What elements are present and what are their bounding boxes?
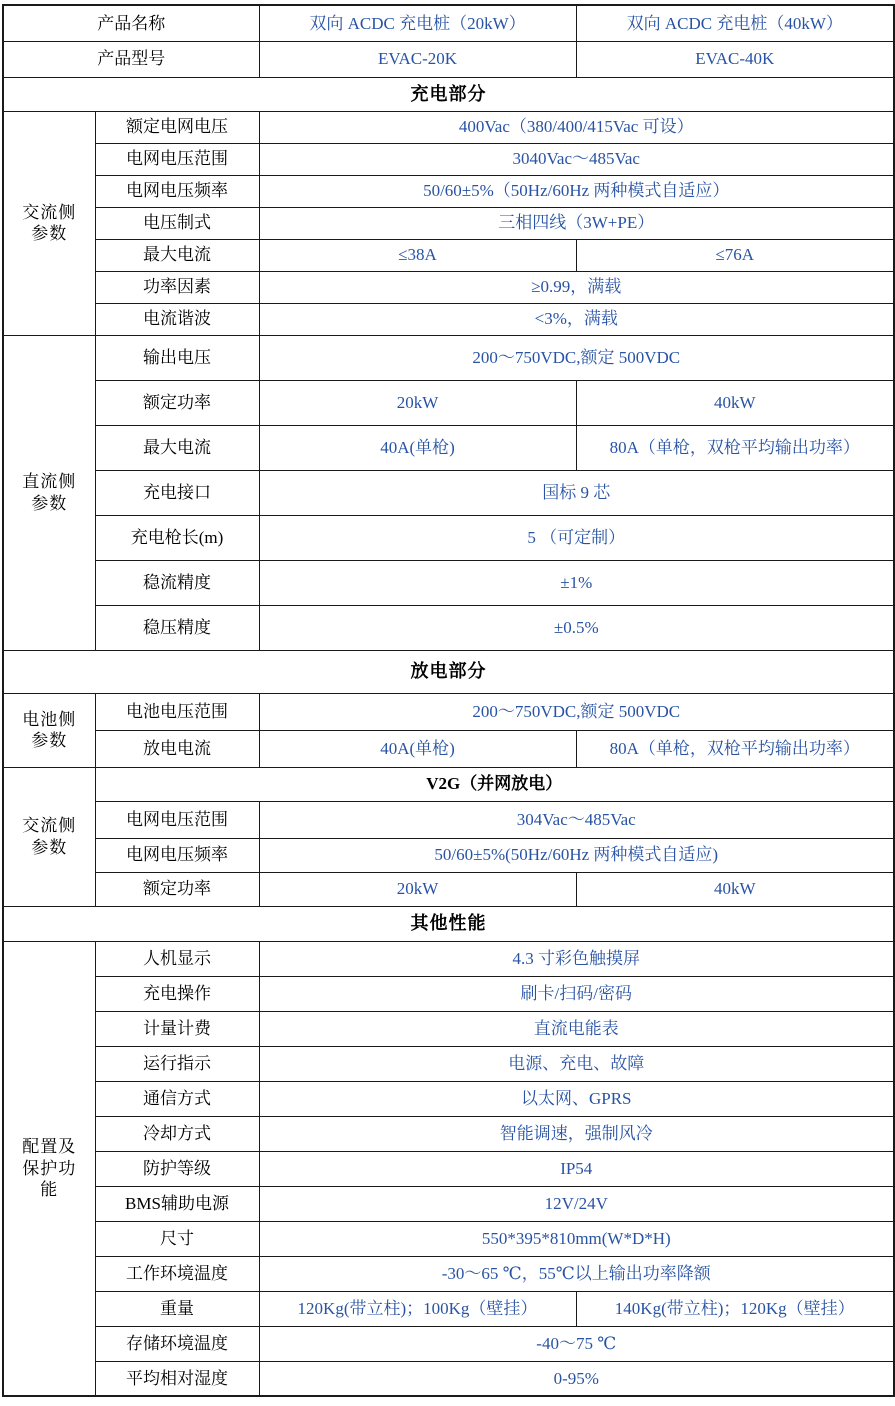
spec-value: 国标 9 芯 [259, 470, 894, 515]
spec-label: 电流谐波 [95, 303, 259, 335]
spec-label: 防护等级 [95, 1151, 259, 1186]
table-row [3, 380, 894, 425]
spec-value: 以太网、GPRS [259, 1081, 894, 1116]
product-name-40kw: 双向 ACDC 充电桩（40kW） [576, 5, 894, 41]
spec-value: 3040Vac～485Vac [259, 143, 894, 175]
spec-value: -30～65 ℃，55℃以上输出功率降额 [259, 1256, 894, 1291]
table-row [3, 650, 894, 693]
spec-value-40kw: ≤76A [576, 239, 894, 271]
table-row [3, 175, 894, 207]
spec-value: 304Vac～485Vac [259, 801, 894, 838]
spec-label: 稳流精度 [95, 560, 259, 605]
spec-label: 电网电压范围 [95, 801, 259, 838]
table-row [3, 1046, 894, 1081]
table-row [3, 470, 894, 515]
spec-label: 重量 [95, 1291, 259, 1326]
table-row [3, 41, 894, 77]
spec-label: 放电电流 [95, 730, 259, 767]
spec-value: 50/60±5%(50Hz/60Hz 两种模式自适应) [259, 838, 894, 872]
group-label-charging-ac: 交流侧参数 [3, 111, 95, 335]
spec-label: 电网电压频率 [95, 838, 259, 872]
table-row [3, 730, 894, 767]
table-row [3, 1186, 894, 1221]
table-row [3, 560, 894, 605]
table-row [3, 1151, 894, 1186]
spec-value: 5 （可定制） [259, 515, 894, 560]
spec-value-40kw: 80A（单枪，双枪平均输出功率） [576, 425, 894, 470]
table-row [3, 906, 894, 941]
spec-label: 尺寸 [95, 1221, 259, 1256]
product-model-40kw: EVAC-40K [576, 41, 894, 77]
spec-label: 功率因素 [95, 271, 259, 303]
table-row [3, 1326, 894, 1361]
spec-label: 额定功率 [95, 380, 259, 425]
spec-label: 输出电压 [95, 335, 259, 380]
table-row [3, 1221, 894, 1256]
group-label-config-protection: 配置及保护功能 [3, 941, 95, 1396]
spec-label: 额定功率 [95, 872, 259, 906]
spec-label: 通信方式 [95, 1081, 259, 1116]
spec-value: 直流电能表 [259, 1011, 894, 1046]
spec-value: 550*395*810mm(W*D*H) [259, 1221, 894, 1256]
spec-label: 充电接口 [95, 470, 259, 515]
spec-value: 200～750VDC,额定 500VDC [259, 693, 894, 730]
spec-label: 存储环境温度 [95, 1326, 259, 1361]
spec-label: 工作环境温度 [95, 1256, 259, 1291]
spec-table [2, 4, 895, 1397]
spec-label: 最大电流 [95, 425, 259, 470]
spec-value: 智能调速，强制风冷 [259, 1116, 894, 1151]
spec-value: 200～750VDC,额定 500VDC [259, 335, 894, 380]
table-row [3, 1081, 894, 1116]
table-row [3, 1291, 894, 1326]
spec-value: IP54 [259, 1151, 894, 1186]
spec-label: 电池电压范围 [95, 693, 259, 730]
spec-value: -40～75 ℃ [259, 1326, 894, 1361]
spec-value-40kw: 140Kg(带立柱)；120Kg（壁挂） [576, 1291, 894, 1326]
spec-label: 电网电压范围 [95, 143, 259, 175]
spec-value-20kw: 40A(单枪) [259, 425, 576, 470]
spec-label: 充电操作 [95, 976, 259, 1011]
spec-value-20kw: 20kW [259, 380, 576, 425]
spec-value: ±0.5% [259, 605, 894, 650]
section-title-charging: 充电部分 [3, 77, 894, 111]
table-row [3, 605, 894, 650]
spec-label: 冷却方式 [95, 1116, 259, 1151]
spec-value: <3%，满载 [259, 303, 894, 335]
spec-value-20kw: ≤38A [259, 239, 576, 271]
spec-label: 运行指示 [95, 1046, 259, 1081]
spec-label: 充电枪长(m) [95, 515, 259, 560]
spec-label: 电压制式 [95, 207, 259, 239]
spec-value: ±1% [259, 560, 894, 605]
spec-value: 12V/24V [259, 1186, 894, 1221]
spec-label: 额定电网电压 [95, 111, 259, 143]
product-model-label: 产品型号 [3, 41, 259, 77]
section-title-discharging: 放电部分 [3, 650, 894, 693]
spec-value-20kw: 120Kg(带立柱)；100Kg（壁挂） [259, 1291, 576, 1326]
table-row [3, 1361, 894, 1396]
spec-value: 400Vac（380/400/415Vac 可设） [259, 111, 894, 143]
spec-label: 最大电流 [95, 239, 259, 271]
group-label-discharging-ac: 交流侧参数 [3, 767, 95, 906]
spec-value: ≥0.99，满载 [259, 271, 894, 303]
table-row [3, 271, 894, 303]
table-row [3, 239, 894, 271]
table-row [3, 872, 894, 906]
table-row [3, 143, 894, 175]
spec-value: 电源、充电、故障 [259, 1046, 894, 1081]
table-row [3, 5, 894, 41]
spec-value: 0-95% [259, 1361, 894, 1396]
table-row [3, 425, 894, 470]
table-row [3, 515, 894, 560]
product-name-20kw: 双向 ACDC 充电桩（20kW） [259, 5, 576, 41]
spec-value: 刷卡/扫码/密码 [259, 976, 894, 1011]
spec-value: 三相四线（3W+PE） [259, 207, 894, 239]
product-name-label: 产品名称 [3, 5, 259, 41]
table-row [3, 335, 894, 380]
spec-label: 计量计费 [95, 1011, 259, 1046]
table-row [3, 941, 894, 976]
table-row [3, 1116, 894, 1151]
spec-value: 4.3 寸彩色触摸屏 [259, 941, 894, 976]
table-row [3, 207, 894, 239]
spec-value-40kw: 80A（单枪，双枪平均输出功率） [576, 730, 894, 767]
group-label-charging-dc: 直流侧参数 [3, 335, 95, 650]
table-row [3, 838, 894, 872]
table-row [3, 693, 894, 730]
spec-label: 稳压精度 [95, 605, 259, 650]
spec-label: 平均相对湿度 [95, 1361, 259, 1396]
table-row [3, 111, 894, 143]
spec-value: 50/60±5%（50Hz/60Hz 两种模式自适应） [259, 175, 894, 207]
spec-value-40kw: 40kW [576, 380, 894, 425]
spec-value-20kw: 40A(单枪) [259, 730, 576, 767]
table-row [3, 767, 894, 801]
table-row [3, 303, 894, 335]
spec-label: BMS辅助电源 [95, 1186, 259, 1221]
table-row [3, 77, 894, 111]
table-row [3, 801, 894, 838]
section-title-other: 其他性能 [3, 906, 894, 941]
spec-label: 人机显示 [95, 941, 259, 976]
table-row [3, 1256, 894, 1291]
spec-value-20kw: 20kW [259, 872, 576, 906]
table-row [3, 1011, 894, 1046]
section-title-v2g: V2G（并网放电） [95, 767, 894, 801]
product-model-20kw: EVAC-20K [259, 41, 576, 77]
group-label-battery: 电池侧参数 [3, 693, 95, 767]
spec-label: 电网电压频率 [95, 175, 259, 207]
spec-value-40kw: 40kW [576, 872, 894, 906]
table-row [3, 976, 894, 1011]
